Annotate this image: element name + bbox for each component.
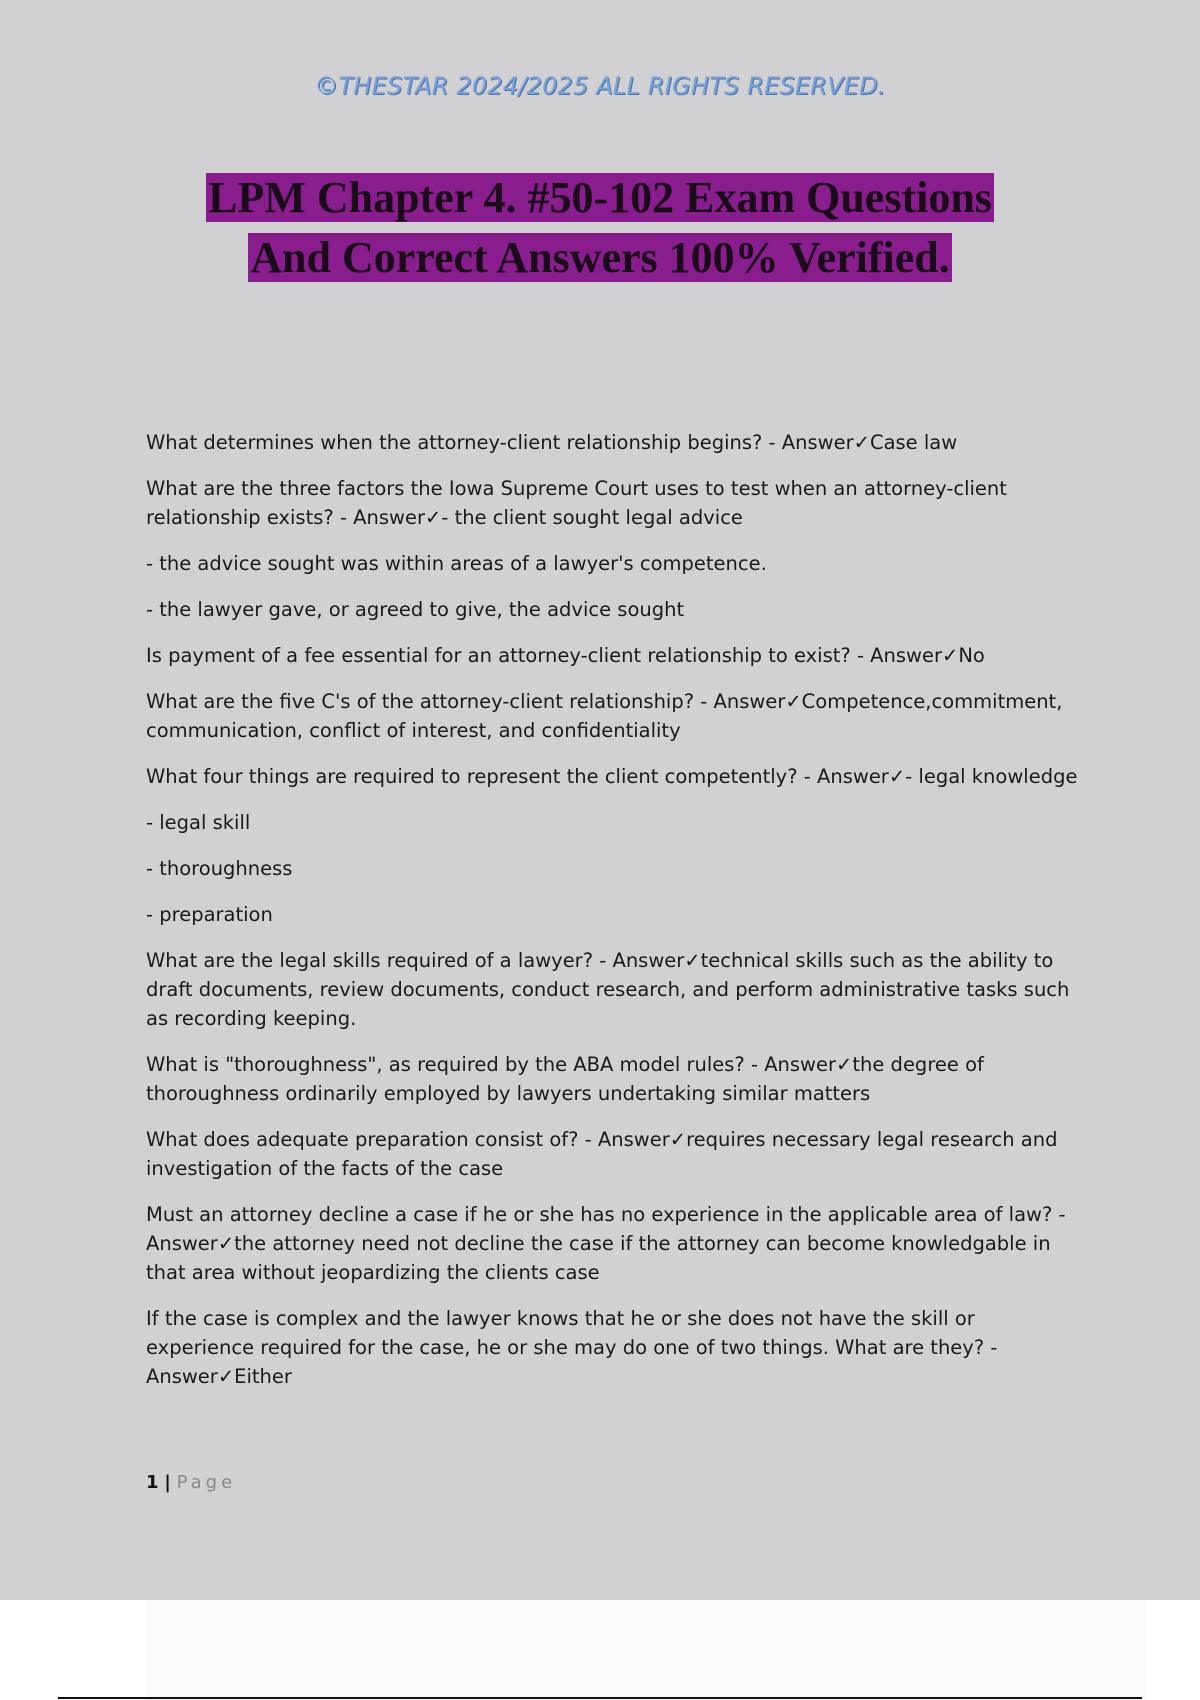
page-footer [146,1472,236,1493]
document-title [0,168,1200,288]
bottom-rule [58,1697,1142,1699]
paragraph: What are the three factors the Iowa Supreme Court uses to test when an attorney-client relationship exists? - Answer✓- the client sought legal advice [146,477,1007,529]
paragraph: What four things are required to represent the client competently? - Answer✓- legal knowledge [146,765,1078,788]
paragraph: Must an attorney decline a case if he or she has no experience in the applicable area of law? - Answer✓the attorney need not decline the case if the attorney can become knowledgable in that area without jeopardizing the clients case [146,1203,1066,1284]
copyright-header: ©THESTAR 2024/2025 ALL RIGHTS RESERVED. [314,72,886,100]
title-line-1: LPM Chapter 4. #50-102 Exam Questions [208,173,992,222]
paragraph: - thoroughness [146,857,293,880]
footer-separator: | [164,1472,171,1493]
paragraph: - legal skill [146,811,251,834]
page-label: Page [176,1472,237,1493]
paragraph: What is "thoroughness", as required by the ABA model rules? - Answer✓the degree of thoroughness ordinarily employed by lawyers undertaking similar matters [146,1053,984,1105]
page-number: 1 [146,1472,159,1493]
paragraph: Is payment of a fee essential for an attorney-client relationship to exist? - Answer✓No [146,644,985,667]
paragraph: - the advice sought was within areas of a lawyer's competence. [146,552,767,575]
paragraph: What does adequate preparation consist of? - Answer✓requires necessary legal research and investigation of the facts of the case [146,1128,1058,1180]
paragraph: What determines when the attorney-client relationship begins? - Answer✓Case law [146,431,958,454]
paragraph: What are the legal skills required of a lawyer? - Answer✓technical skills such as the ability to draft documents, review documents, conduct research, and perform administrative tasks such as recording keeping. [146,949,1070,1030]
document-body [146,428,1086,1408]
next-page-edge [146,1600,1146,1700]
title-line-2: And Correct Answers 100% Verified. [250,233,950,282]
paragraph: If the case is complex and the lawyer knows that he or she does not have the skill or experience required for the case, he or she may do one of two things. What are they? - Answer✓Either [146,1307,998,1388]
paragraph: - the lawyer gave, or agreed to give, the advice sought [146,598,685,621]
paragraph: What are the five C's of the attorney-client relationship? - Answer✓Competence,commitment, communication, conflict of interest, and confidentiality [146,690,1063,742]
paragraph: - preparation [146,903,273,926]
